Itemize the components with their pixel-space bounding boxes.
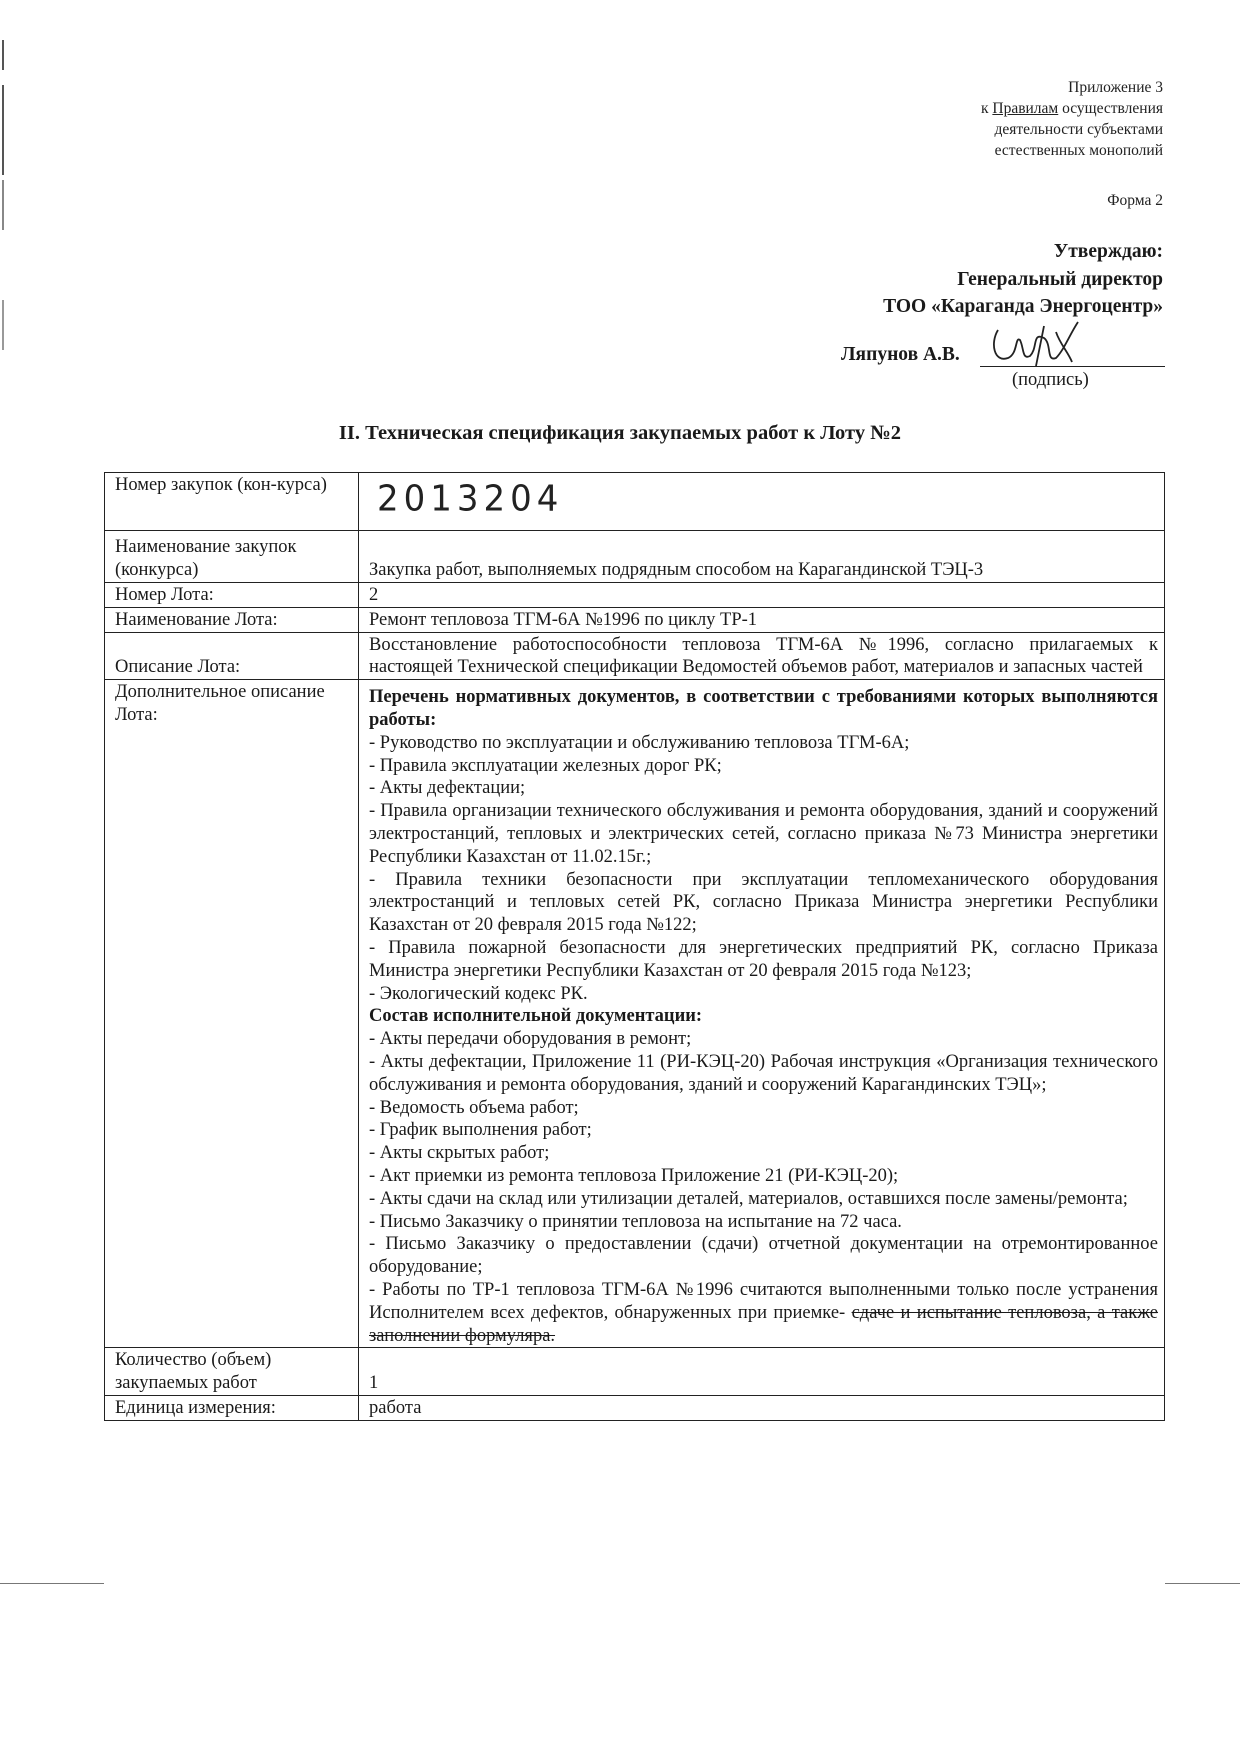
approve-heading: Утверждаю:	[1053, 241, 1163, 262]
scan-edge-mark	[2, 85, 4, 175]
lot-name-label: Наименование Лота:	[105, 607, 359, 632]
table-row	[105, 632, 1165, 680]
table-row	[105, 680, 1165, 1348]
purchase-name-label: Наименование закупок (конкурса)	[105, 531, 359, 583]
execution-docs-item: - Акт приемки из ремонта тепловоза Приложение 21 (РИ-КЭЦ-20);	[369, 1165, 899, 1186]
table-row	[105, 1395, 1165, 1420]
execution-docs-item: - Акты передачи оборудования в ремонт;	[369, 1029, 692, 1050]
approver-position: Генеральный директор	[957, 268, 1163, 290]
execution-docs-item: - График выполнения работ;	[369, 1120, 592, 1141]
appendix-line: естественных монополий	[994, 142, 1163, 159]
execution-docs-item: - Ведомость объема работ;	[369, 1097, 579, 1118]
normative-docs-heading: Перечень нормативных документов, в соответствии с требованиями которых выполняются работы:	[369, 687, 1158, 730]
normative-docs-item: - Правила эксплуатации железных дорог РК;	[369, 755, 722, 776]
table-row	[105, 473, 1165, 531]
rules-link[interactable]: Правилам	[992, 100, 1059, 117]
execution-docs-item: - Письмо Заказчику о предоставлении (сдачи) отчетной документации на отремонтированное оборудование;	[369, 1234, 1158, 1278]
execution-docs-item: - Акты сдачи на склад или утилизации деталей, материалов, оставшихся после замены/ремонта;	[369, 1188, 1128, 1209]
specification-table	[104, 472, 1165, 1421]
execution-docs-item: - Акты скрытых работ;	[369, 1143, 550, 1164]
form-label: Форма 2	[1107, 192, 1163, 209]
completion-condition	[369, 1279, 1158, 1347]
company-name: ТОО «Караганда Энергоцентр»	[883, 296, 1163, 317]
lot-number-label: Номер Лота:	[105, 583, 359, 608]
unit-label: Единица измерения:	[105, 1395, 359, 1420]
scan-crossline	[1165, 1583, 1240, 1584]
purchase-number-handwritten: 2013204	[377, 477, 564, 520]
unit-value: работа	[359, 1395, 1165, 1420]
appendix-note	[981, 77, 1163, 161]
completion-condition-struck: сдаче и испытание тепловоза, а также заполнении формуляра.	[369, 1302, 1159, 1346]
document-title: II. Техническая спецификация закупаемых работ к Лоту №2	[338, 422, 902, 444]
signer-name: Ляпунов А.В.	[841, 344, 960, 365]
normative-docs-item: - Правила пожарной безопасности для энергетических предприятий РК, согласно Приказа Министра энергетики Республики Казахстан от 20 февраля 2015 года №123;	[369, 937, 1158, 981]
scan-edge-mark	[2, 180, 4, 230]
scan-edge-mark	[2, 40, 4, 70]
purchase-number-label: Номер закупок (кон-курса)	[105, 473, 359, 531]
execution-docs-heading: Состав исполнительной документации:	[369, 1006, 703, 1027]
scan-edge-mark	[2, 300, 4, 350]
appendix-line: Приложение 3	[1068, 79, 1163, 96]
table-row	[105, 607, 1165, 632]
execution-docs-item: - Акты дефектации, Приложение 11 (РИ-КЭЦ-20) Рабочая инструкция «Организация технического обслуживания и ремонта оборудования, зданий и сооружений Карагандинских ТЭЦ»;	[369, 1051, 1158, 1095]
purchase-number-value	[359, 473, 1165, 531]
normative-docs-item: - Правила организации технического обслуживания и ремонта оборудования, зданий и сооружений электростанций, тепловых и электрических сетей, согласно приказа №73 Министра энергетики Республики Казахстан от 11.02.15г.;	[369, 801, 1158, 867]
execution-docs-item: - Письмо Заказчику о принятии тепловоза на испытание на 72 часа.	[369, 1211, 902, 1232]
table-row	[105, 583, 1165, 608]
table-row	[105, 531, 1165, 583]
appendix-line: к Правилам осуществления	[980, 100, 1163, 117]
extra-description-value	[359, 680, 1165, 1348]
completion-condition-part: - Работы по ТР-1 тепловоза ТГМ-6А №1996 считаются выполненными только после устранения Исполнителем всех дефектов, обнаруженных при приемке-	[369, 1279, 1158, 1323]
normative-docs-item: - Правила техники безопасности при эксплуатации тепломеханического оборудования электростанций и тепловых сетей РК, согласно Приказа Министра энергетики Республики Казахстан от 20 февраля 2015 года №122;	[369, 869, 1158, 936]
approval-block	[883, 238, 1163, 321]
appendix-line: деятельности субъектами	[994, 121, 1163, 138]
signature-caption: (подпись)	[1012, 370, 1089, 390]
purchase-name-value: Закупка работ, выполняемых подрядным способом на Карагандинской ТЭЦ-3	[359, 531, 1165, 583]
scan-crossline	[0, 1583, 104, 1584]
extra-description-label: Дополнительное описание Лота:	[105, 680, 359, 1348]
quantity-value: 1	[359, 1348, 1165, 1396]
lot-description-value: Восстановление работоспособности тепловоза ТГМ-6А №1996, согласно прилагаемых к настоящей Технической спецификации Ведомостей объемов работ, материалов и запасных частей	[359, 632, 1165, 680]
lot-number-value: 2	[359, 583, 1165, 608]
normative-docs-item: - Акты дефектации;	[369, 778, 526, 799]
table-row	[105, 1348, 1165, 1396]
lot-description-label: Описание Лота:	[105, 632, 359, 680]
signature-mark	[960, 318, 1110, 373]
signature-line	[980, 366, 1165, 367]
lot-name-value: Ремонт тепловоза ТГМ-6А №1996 по циклу ТР-1	[359, 607, 1165, 632]
quantity-label: Количество (объем) закупаемых работ	[105, 1348, 359, 1396]
normative-docs-item: - Экологический кодекс РК.	[369, 983, 588, 1004]
normative-docs-item: - Руководство по эксплуатации и обслуживанию тепловоза ТГМ-6А;	[369, 732, 910, 753]
